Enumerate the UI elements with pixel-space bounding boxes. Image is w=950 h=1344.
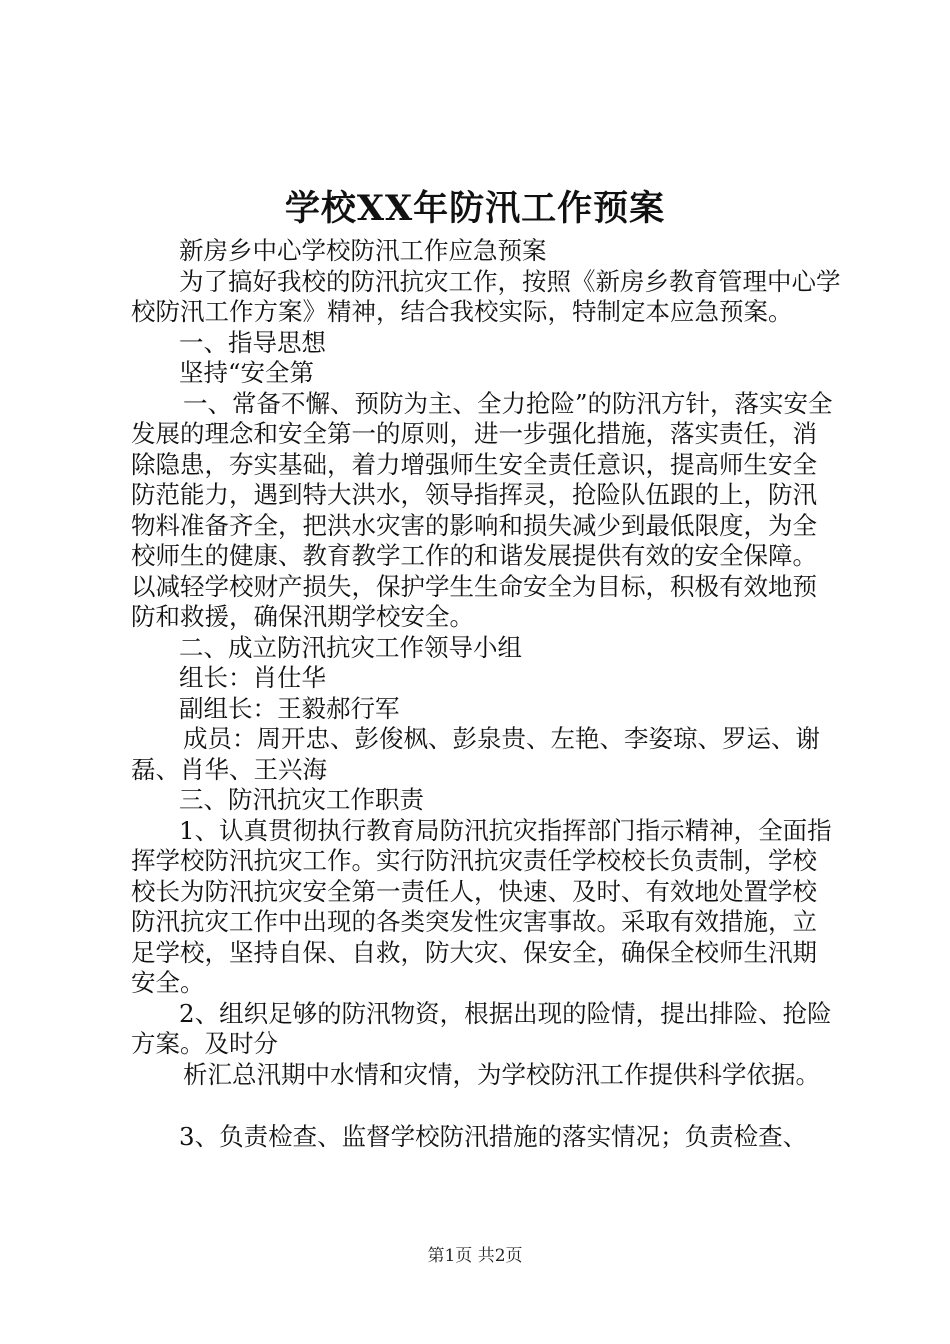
paragraph-text: 1、认真贯彻执行教育局防汛抗灾指挥部门指示精神，全面指挥学校防汛抗灾工作。实行防汛抗灾责任学校校长负责制，学校校长为防汛抗灾安全第一责任人，快速、及时、有效地处置学校防汛抗灾工作中出现的各类突发性灾害事故。采取有效措施，立足学校，坚持自保、自救，防大灾、保安全，确保全校师生汛期安全。 <box>131 815 832 997</box>
document-body <box>131 236 841 1153</box>
document-title: 学校XX年防汛工作预案 <box>284 188 666 229</box>
paragraph-gap <box>131 1090 841 1122</box>
section-heading-3: 三、防汛抗灾工作职责 <box>179 785 424 814</box>
section-heading-1: 一、指导思想 <box>179 327 326 357</box>
paragraph-text: 坚持“安全第 <box>179 358 315 387</box>
paragraph-text: 成员：周开忠、彭俊枫、彭泉贵、左艳、李姿琼、罗运、谢磊、肖华、王兴海 <box>131 724 820 784</box>
paragraph-text: 组长：肖仕华 <box>179 663 326 692</box>
section-heading-2: 二、成立防汛抗灾工作领导小组 <box>179 632 522 662</box>
paragraph-text: 副组长：王毅郝行军 <box>179 693 400 723</box>
paragraph-text: 3、负责检查、监督学校防汛措施的落实情况；负责检查、 <box>179 1122 808 1151</box>
paragraph-text: 2、组织足够的防汛物资，根据出现的险情，提出排险、抢险方案。及时分 <box>131 998 832 1058</box>
paragraph-text: 析汇总汛期中水情和灾情，为学校防汛工作提供科学依据。 <box>183 1059 820 1089</box>
paragraph-text: 一、常备不懈、预防为主、全力抢险”的防汛方针，落实安全发展的理念和安全第一的原则，进一步强化措施，落实责任，消除隐患，夯实基础，着力增强师生安全责任意识，提高师生安全防范能力，遇到特大洪水，领导指挥灵，抢险队伍跟的上，防汛物料准备齐全，把洪水灾害的影响和损失减少到最低限度，为全校师生的健康、教育教学工作的和谐发展提供有效的安全保障。以减轻学校财产损失，保护学生生命安全为目标，积极有效地预防和救援，确保汛期学校安全。 <box>131 388 833 631</box>
paragraph-subtitle: 新房乡中心学校防汛工作应急预案 <box>179 236 547 265</box>
page-footer: 第1页 共2页 <box>427 1246 523 1266</box>
paragraph-intro: 为了搞好我校的防汛抗灾工作，按照《新房乡教育管理中心学校防汛工作方案》精神，结合我校实际，特制定本应急预案。 <box>131 266 841 326</box>
